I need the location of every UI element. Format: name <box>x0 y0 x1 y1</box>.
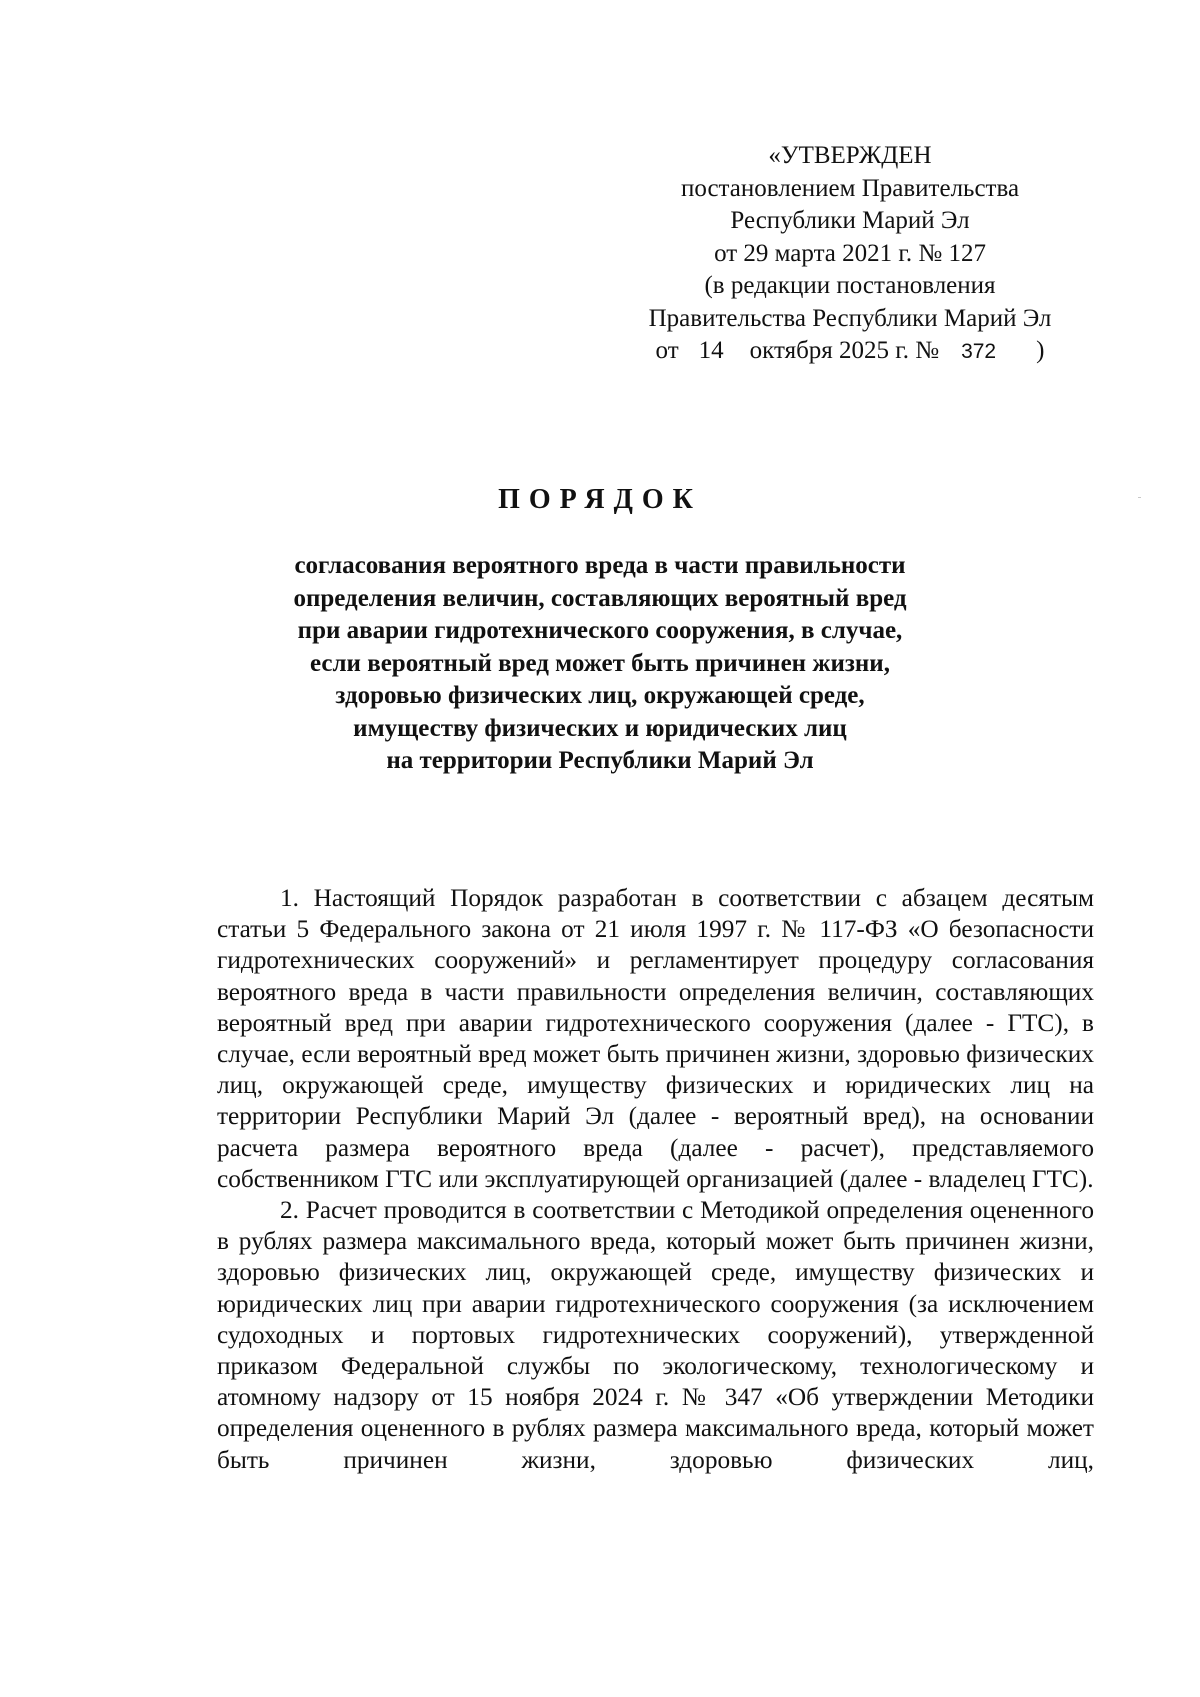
approval-line-edition: (в редакции постановления <box>704 272 996 299</box>
approval-line-amendment-date <box>580 335 1120 369</box>
approval-line-republic: Республики Марий Эл <box>730 207 970 234</box>
approval-line-resolution: постановлением Правительства <box>680 174 1020 202</box>
amendment-date-month-year: октября 2025 г. № <box>749 337 940 364</box>
subtitle-line: имуществу физических и юридических лиц <box>353 714 847 742</box>
approval-line-approved: «УТВЕРЖДЕН <box>768 142 932 169</box>
approval-line-date: от 29 марта 2021 г. № 127 <box>714 239 986 267</box>
amendment-date-prefix: от <box>655 337 679 364</box>
subtitle-line: если вероятный вред может быть причинен жизни, <box>310 649 890 677</box>
document-subtitle <box>150 550 1050 778</box>
subtitle-line: здоровью физических лиц, окружающей среде, <box>335 682 865 709</box>
paragraph-1: 1. Настоящий Порядок разработан в соответствии с абзацем десятым статьи 5 Федерального закона от 21 июля 1997 г. № 117-ФЗ «О безопасности гидротехнических сооружений» и регламентирует процедуру согласования вероятного вреда в части правильности определения величин, составляющих вероятный вред при аварии гидротехнического сооружения (далее - ГТС), в случае, если вероятный вред может быть причинен жизни, здоровью физических лиц, окружающей среде, имуществу физических и юридических лиц на территории Республики Марий Эл (далее - вероятный вред), на основании расчета размера вероятного вреда (далее - расчет), представляемого собственником ГТС или эксплуатирующей организацией (далее - владелец ГТС). <box>217 884 1094 1193</box>
subtitle-line: на территории Республики Марий Эл <box>386 747 814 774</box>
subtitle-line: согласования вероятного вреда в части правильности <box>294 552 906 579</box>
scan-artifact <box>1138 497 1141 498</box>
subtitle-line: определения величин, составляющих вероятный вред <box>293 584 907 612</box>
amendment-close-paren: ) <box>1036 337 1045 364</box>
document-title: ПОРЯДОК <box>498 484 702 515</box>
paragraph-2: 2. Расчет проводится в соответствии с Методикой определения оцененного в рублях размера максимального вреда, который может быть причинен жизни, здоровью физических лиц, окружающей среде, имуществу физических и юридических лиц при аварии гидротехнического сооружения (за исключением судоходных и портовых гидротехнических сооружений), утвержденной приказом Федеральной службы по экологическому, технологическому и атомному надзору от 15 ноября 2024 г. № 347 «Об утверждении Методики определения оцененного в рублях размера максимального вреда, который может быть причинен жизни, здоровью физических лиц, <box>217 1196 1094 1474</box>
subtitle-line: при аварии гидротехнического сооружения, в случае, <box>297 617 903 644</box>
approval-stamp <box>580 140 1120 369</box>
amendment-date-day: 14 <box>698 337 724 364</box>
document-body <box>217 883 1094 1476</box>
amendment-number: 372 <box>961 340 997 363</box>
approval-line-government: Правительства Республики Марий Эл <box>648 304 1052 332</box>
